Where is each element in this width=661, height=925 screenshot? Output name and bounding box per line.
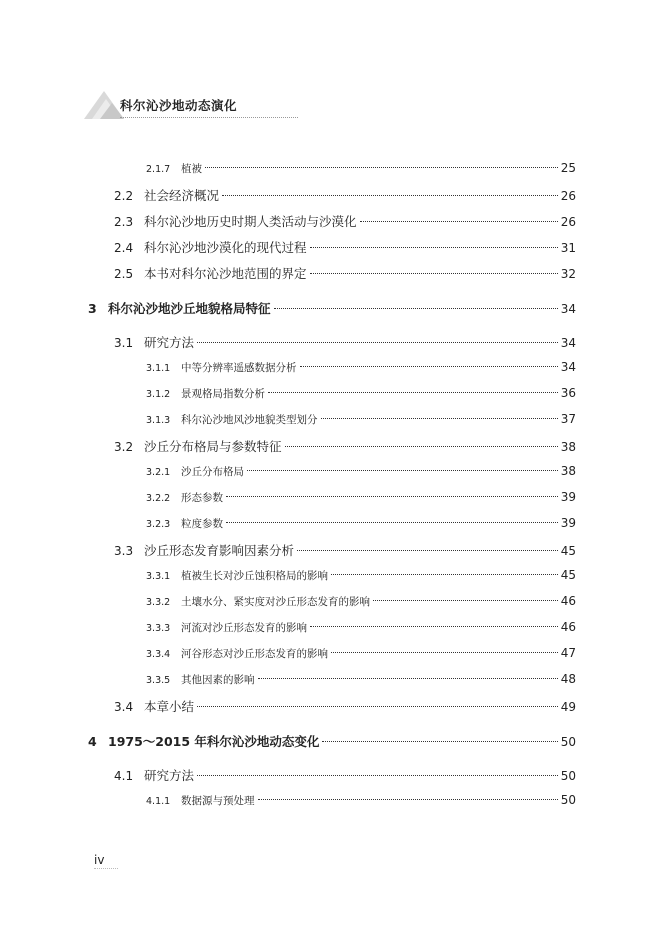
toc-entry-number: 4 [88, 734, 97, 749]
toc-entry-page: 47 [560, 646, 576, 660]
toc-entry-title: 景观格局指数分析 [181, 388, 265, 400]
toc-leader-dots [300, 366, 558, 367]
toc-entry-number: 3.3.3 [146, 623, 171, 634]
toc-entry-title: 科尔沁沙地风沙地貌类型划分 [181, 414, 318, 426]
toc-entry-page: 46 [560, 594, 576, 608]
toc-entry-page: 26 [560, 215, 576, 229]
toc-entry[interactable] [114, 766, 576, 784]
toc-entry-number: 3.3.1 [146, 571, 171, 582]
toc-entry[interactable] [146, 646, 576, 661]
page-number: iv [94, 853, 105, 867]
toc-entry-title: 中等分辨率遥感数据分析 [181, 362, 297, 374]
toc-leader-dots [310, 273, 558, 274]
toc-leader-dots [274, 308, 558, 309]
toc-entry-number: 3.1 [114, 336, 134, 350]
toc-entry-title: 河谷形态对沙丘形态发育的影响 [181, 648, 328, 660]
toc-entry-page: 48 [560, 672, 576, 686]
toc-entry-number: 2.4 [114, 241, 134, 255]
toc-entry-title: 研究方法 [144, 768, 195, 783]
header-rule [120, 117, 298, 118]
toc-leader-dots [297, 550, 558, 551]
toc-entry[interactable] [146, 360, 576, 375]
toc-leader-dots [205, 167, 558, 168]
toc-entry[interactable] [114, 437, 576, 455]
toc-leader-dots [197, 342, 558, 343]
toc-entry-number: 3.3 [114, 544, 134, 558]
toc-entry[interactable] [146, 464, 576, 479]
toc-leader-dots [285, 446, 558, 447]
toc-entry[interactable] [146, 490, 576, 505]
toc-entry[interactable] [146, 161, 576, 176]
folio-rule [94, 868, 118, 869]
toc-entry-page: 50 [560, 793, 576, 807]
toc-entry[interactable] [114, 264, 576, 282]
toc-leader-dots [226, 496, 558, 497]
toc-entry-title: 本书对科尔沁沙地范围的界定 [144, 266, 307, 281]
toc-leader-dots [197, 706, 558, 707]
toc-entry[interactable] [146, 516, 576, 531]
toc-entry-page: 45 [560, 568, 576, 582]
toc-entry-page: 39 [560, 516, 576, 530]
toc-entry-page: 37 [560, 412, 576, 426]
toc-leader-dots [258, 799, 558, 800]
toc-leader-dots [310, 247, 558, 248]
toc-entry-title: 其他因素的影响 [181, 674, 255, 686]
toc-entry-number: 2.3 [114, 215, 134, 229]
toc-leader-dots [197, 775, 558, 776]
toc-leader-dots [373, 600, 558, 601]
toc-entry-page: 46 [560, 620, 576, 634]
toc-leader-dots [268, 392, 558, 393]
toc-entry-number: 3.1.1 [146, 363, 171, 374]
toc-leader-dots [310, 626, 558, 627]
toc-entry-page: 34 [560, 360, 576, 374]
toc-leader-dots [322, 741, 557, 742]
toc-entry-title: 沙丘分布格局 [181, 466, 244, 478]
toc-entry-number: 4.1.1 [146, 796, 171, 807]
toc-entry-page: 31 [560, 241, 576, 255]
toc-entry-number: 3 [88, 301, 97, 316]
toc-entry-number: 3.3.5 [146, 675, 171, 686]
toc-entry-page: 32 [560, 267, 576, 281]
toc-entry[interactable] [114, 186, 576, 204]
toc-entry[interactable] [146, 793, 576, 808]
toc-entry[interactable] [146, 568, 576, 583]
toc-entry[interactable] [114, 212, 576, 230]
toc-leader-dots [258, 678, 558, 679]
toc-entry-page: 49 [560, 700, 576, 714]
toc-entry-page: 26 [560, 189, 576, 203]
toc-entry[interactable] [114, 333, 576, 351]
toc-entry-title: 河流对沙丘形态发育的影响 [181, 622, 307, 634]
toc-entry-page: 25 [560, 161, 576, 175]
toc-entry-number: 3.3.2 [146, 597, 171, 608]
toc-entry[interactable] [114, 697, 576, 715]
toc-entry[interactable] [146, 412, 576, 427]
toc-entry-title: 本章小结 [144, 699, 195, 714]
toc-chapter-entry[interactable] [88, 732, 576, 750]
toc-entry-number: 3.1.3 [146, 415, 171, 426]
toc-entry-page: 38 [560, 440, 576, 454]
toc-entry-title: 形态参数 [181, 492, 223, 504]
toc-entry-title: 科尔沁沙地沙漠化的现代过程 [144, 240, 307, 255]
toc-entry-number: 2.5 [114, 267, 134, 281]
toc-entry[interactable] [146, 594, 576, 609]
toc-leader-dots [360, 221, 558, 222]
toc-entry[interactable] [146, 672, 576, 687]
toc-entry-title: 科尔沁沙地历史时期人类活动与沙漠化 [144, 214, 357, 229]
toc-entry-number: 3.2.2 [146, 493, 171, 504]
toc-entry-title: 数据源与预处理 [181, 795, 255, 807]
toc-leader-dots [247, 470, 558, 471]
toc-entry-number: 2.1.7 [146, 164, 171, 175]
toc-leader-dots [222, 195, 558, 196]
toc-entry-page: 34 [560, 302, 576, 316]
toc-entry[interactable] [146, 620, 576, 635]
header-title: 科尔沁沙地动态演化 [120, 98, 238, 113]
toc-entry-number: 2.2 [114, 189, 134, 203]
toc-entry-title: 1975～2015 年科尔沁沙地动态变化 [108, 734, 320, 749]
toc-entry-title: 粒度参数 [181, 518, 223, 530]
toc-entry-number: 3.1.2 [146, 389, 171, 400]
toc-entry[interactable] [114, 541, 576, 559]
toc-leader-dots [226, 522, 558, 523]
toc-entry-title: 科尔沁沙地沙丘地貌格局特征 [108, 301, 271, 316]
toc-chapter-entry[interactable] [88, 299, 576, 317]
toc-entry-title: 沙丘形态发育影响因素分析 [144, 543, 295, 558]
toc-entry-page: 36 [560, 386, 576, 400]
toc-entry-title: 研究方法 [144, 335, 195, 350]
toc-entry-title: 沙丘分布格局与参数特征 [144, 439, 282, 454]
toc-leader-dots [321, 418, 558, 419]
toc-entry-page: 50 [560, 769, 576, 783]
toc-entry[interactable] [114, 238, 576, 256]
toc-entry-number: 3.2.1 [146, 467, 171, 478]
toc-entry-page: 38 [560, 464, 576, 478]
toc-entry-number: 3.4 [114, 700, 134, 714]
toc-entry-title: 植被 [181, 163, 202, 175]
toc-entry-number: 3.3.4 [146, 649, 171, 660]
toc-entry-title: 土壤水分、紧实度对沙丘形态发育的影响 [181, 596, 370, 608]
toc-entry-page: 50 [560, 735, 576, 749]
toc-entry-number: 3.2.3 [146, 519, 171, 530]
toc-entry-title: 植被生长对沙丘蚀积格局的影响 [181, 570, 328, 582]
toc-entry-page: 39 [560, 490, 576, 504]
toc-entry-title: 社会经济概况 [144, 188, 220, 203]
toc-entry-page: 45 [560, 544, 576, 558]
toc-entry-number: 3.2 [114, 440, 134, 454]
toc-entry-number: 4.1 [114, 769, 134, 783]
toc-entry-page: 34 [560, 336, 576, 350]
toc-entry[interactable] [146, 386, 576, 401]
toc-leader-dots [331, 652, 558, 653]
toc-leader-dots [331, 574, 558, 575]
